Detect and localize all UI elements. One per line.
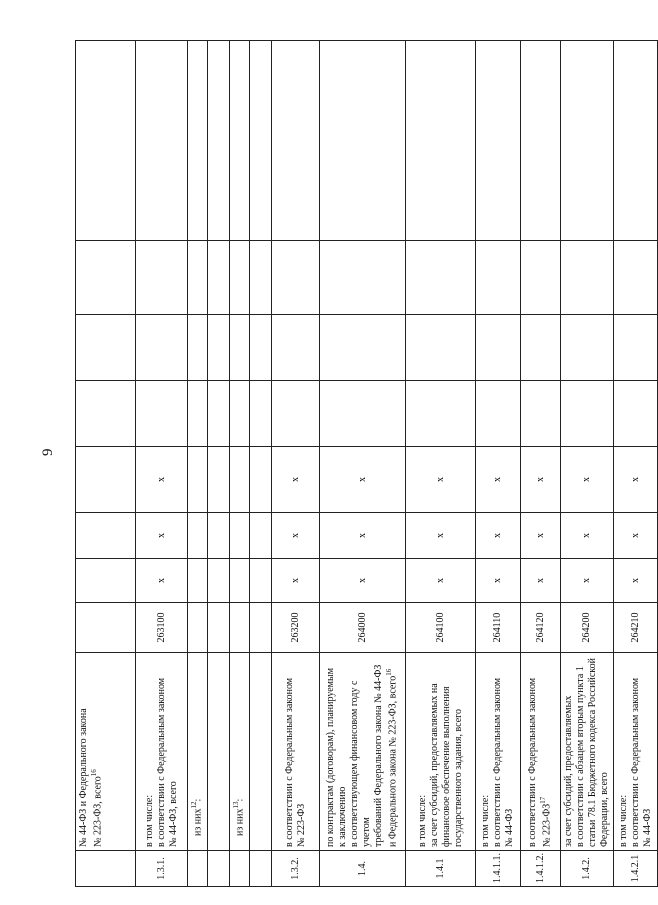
table-row — [476, 41, 521, 887]
value-cell — [614, 41, 658, 241]
value-cell — [208, 381, 230, 447]
row-code: 264000 — [320, 603, 406, 653]
value-cell — [320, 315, 406, 381]
table-row — [272, 41, 320, 887]
value-cell — [188, 241, 208, 315]
row-code — [250, 603, 272, 653]
value-cell — [250, 41, 272, 241]
table-row — [614, 41, 658, 887]
description-line: финансовое обеспечение выполнения — [440, 686, 452, 847]
value-cell — [230, 315, 250, 381]
row-number — [76, 851, 136, 887]
description-line: в соответствии с Федеральным законом — [283, 677, 295, 847]
footnote-marker: 12 — [190, 801, 199, 809]
value-cell — [136, 41, 188, 241]
row-description — [136, 653, 188, 851]
value-cell — [230, 559, 250, 603]
value-cell: x — [320, 513, 406, 559]
row-description — [272, 653, 320, 851]
value-cell — [272, 241, 320, 315]
row-number: 1.3.1. — [136, 851, 188, 887]
value-cell — [188, 559, 208, 603]
value-cell: x — [476, 559, 521, 603]
description-line: в соответствии с Федеральным законом — [492, 677, 503, 847]
row-code — [230, 603, 250, 653]
value-cell: x — [320, 447, 406, 513]
description-line: государственного задания, всего — [452, 708, 464, 847]
row-number: 1.4.1.1. — [476, 851, 521, 887]
value-cell — [208, 41, 230, 241]
row-number: 1.4.2.1 — [614, 851, 658, 887]
description-line: в соответствии с Федеральным законом — [155, 677, 167, 847]
row-description — [188, 653, 208, 851]
value-cell — [406, 241, 476, 315]
row-description — [320, 653, 406, 851]
row-code: 263200 — [272, 603, 320, 653]
description-line: № 223-ФЗ — [295, 803, 307, 847]
value-cell — [250, 513, 272, 559]
row-number: 1.4.1.2. — [521, 851, 561, 887]
value-cell — [614, 381, 658, 447]
value-cell: x — [136, 513, 188, 559]
value-cell — [208, 241, 230, 315]
value-cell — [250, 241, 272, 315]
value-cell — [76, 41, 136, 241]
value-cell — [208, 315, 230, 381]
value-cell — [521, 241, 561, 315]
row-code: 264100 — [406, 603, 476, 653]
footnote-marker: 16 — [385, 668, 394, 676]
description-line: Федерации, всего — [599, 772, 610, 847]
row-description — [476, 653, 521, 851]
value-cell: x — [521, 559, 561, 603]
description-line: в том числе: — [416, 794, 428, 847]
value-cell — [76, 315, 136, 381]
value-cell — [136, 381, 188, 447]
row-description — [208, 653, 230, 851]
description-colon: : — [192, 798, 204, 802]
value-cell: x — [476, 513, 521, 559]
description-line: № 223-ФЗ — [541, 803, 553, 847]
value-cell: x — [614, 447, 658, 513]
row-description — [406, 653, 476, 851]
value-cell — [476, 41, 521, 241]
description-line: № 44-ФЗ — [641, 808, 653, 847]
value-cell — [614, 241, 658, 315]
value-cell: x — [406, 559, 476, 603]
table-row — [76, 41, 136, 887]
row-number — [250, 851, 272, 887]
table-row — [250, 41, 272, 887]
value-cell — [188, 41, 208, 241]
row-number: 1.4. — [320, 851, 406, 887]
value-cell — [272, 315, 320, 381]
value-cell — [188, 315, 208, 381]
row-description — [76, 653, 136, 851]
value-cell — [76, 241, 136, 315]
row-description — [561, 653, 614, 851]
value-cell — [230, 447, 250, 513]
table-body — [76, 41, 658, 887]
value-cell — [561, 315, 614, 381]
value-cell — [406, 381, 476, 447]
table-row — [521, 41, 561, 887]
row-description — [614, 653, 658, 851]
row-number — [208, 851, 230, 887]
value-cell — [76, 513, 136, 559]
value-cell — [561, 241, 614, 315]
value-cell — [230, 381, 250, 447]
footnote-marker: 17 — [539, 796, 548, 804]
value-cell — [476, 381, 521, 447]
row-code: 264200 — [561, 603, 614, 653]
description-line: № 44-ФЗ, всего — [167, 781, 179, 847]
value-cell: x — [561, 559, 614, 603]
description-colon: : — [234, 798, 246, 802]
value-cell — [406, 315, 476, 381]
table-row — [406, 41, 476, 887]
value-cell: x — [320, 559, 406, 603]
value-cell — [272, 381, 320, 447]
table-row — [188, 41, 208, 887]
value-cell — [230, 241, 250, 315]
value-cell — [272, 41, 320, 241]
value-cell — [521, 41, 561, 241]
value-cell — [76, 559, 136, 603]
value-cell — [188, 513, 208, 559]
value-cell — [521, 315, 561, 381]
value-cell — [76, 447, 136, 513]
value-cell: x — [136, 447, 188, 513]
value-cell — [136, 315, 188, 381]
value-cell: x — [406, 447, 476, 513]
row-code: 264110 — [476, 603, 521, 653]
row-description — [230, 653, 250, 851]
row-code — [208, 603, 230, 653]
value-cell — [188, 381, 208, 447]
description-line: в соответствии с Федеральным законом — [629, 677, 641, 847]
value-cell: x — [476, 447, 521, 513]
row-code: 264210 — [614, 603, 658, 653]
row-number: 1.3.2. — [272, 851, 320, 887]
description-line: в соответствии с Федеральным законом — [527, 677, 539, 847]
value-cell — [208, 559, 230, 603]
description-line: и Федерального закона № 223-ФЗ, всего — [387, 675, 399, 847]
value-cell — [208, 513, 230, 559]
value-cell: x — [406, 513, 476, 559]
description-line: к заключению — [337, 786, 349, 847]
value-cell — [320, 381, 406, 447]
description-line: в том числе: — [617, 794, 629, 847]
value-cell: x — [272, 447, 320, 513]
row-code: 263100 — [136, 603, 188, 653]
financial-plan-table — [75, 40, 658, 887]
value-cell — [208, 447, 230, 513]
value-cell: x — [136, 559, 188, 603]
value-cell — [250, 447, 272, 513]
description-line: за счет субсидий, предоставляемых — [563, 695, 574, 847]
value-cell — [476, 241, 521, 315]
value-cell: x — [521, 513, 561, 559]
footnote-marker: 16 — [90, 769, 98, 777]
value-cell — [561, 41, 614, 241]
value-cell — [188, 447, 208, 513]
value-cell — [320, 241, 406, 315]
description-line: в том числе: — [143, 794, 155, 847]
value-cell: x — [614, 513, 658, 559]
description-line: из них — [234, 808, 246, 836]
value-cell: x — [521, 447, 561, 513]
table-row — [230, 41, 250, 887]
value-cell — [230, 41, 250, 241]
description-line: № 223-ФЗ, всего — [92, 776, 104, 847]
table-row — [208, 41, 230, 887]
row-number — [188, 851, 208, 887]
value-cell — [250, 315, 272, 381]
description-line: за счет субсидий, предоставляемых на — [428, 683, 440, 847]
rotated-table-wrapper — [75, 41, 653, 887]
value-cell — [320, 41, 406, 241]
row-number — [230, 851, 250, 887]
description-line: № 44-ФЗ — [504, 808, 515, 847]
value-cell — [250, 381, 272, 447]
row-code — [76, 603, 136, 653]
footnote-marker: 13 — [232, 801, 241, 809]
row-description — [250, 653, 272, 851]
value-cell — [230, 513, 250, 559]
description-line: требований Федерального закона № 44-ФЗ — [373, 664, 385, 847]
value-cell — [476, 315, 521, 381]
value-cell: x — [561, 447, 614, 513]
page-number: 9 — [40, 448, 56, 456]
description-line: в соответствии с абзацем вторым пункта 1 — [575, 666, 586, 847]
description-line: статьи 78.1 Бюджетного кодекса Российской — [587, 658, 598, 847]
value-cell: x — [614, 559, 658, 603]
description-line: из них — [192, 808, 204, 836]
description-line: по контрактам (договорам), планируемым — [325, 667, 337, 847]
value-cell — [136, 241, 188, 315]
row-code — [188, 603, 208, 653]
description-line: № 44-ФЗ и Федерального закона — [78, 708, 89, 847]
row-code: 264120 — [521, 603, 561, 653]
table-row — [561, 41, 614, 887]
row-number: 1.4.1 — [406, 851, 476, 887]
value-cell: x — [561, 513, 614, 559]
description-line: в соответствующем финансовом году с учетом — [349, 680, 373, 847]
value-cell: x — [272, 513, 320, 559]
table-row — [320, 41, 406, 887]
value-cell — [614, 315, 658, 381]
table-row — [136, 41, 188, 887]
value-cell — [406, 41, 476, 241]
row-description — [521, 653, 561, 851]
description-line: в том числе: — [480, 794, 491, 847]
value-cell — [521, 381, 561, 447]
value-cell — [250, 559, 272, 603]
value-cell: x — [272, 559, 320, 603]
row-number: 1.4.2. — [561, 851, 614, 887]
value-cell — [561, 381, 614, 447]
value-cell — [76, 381, 136, 447]
